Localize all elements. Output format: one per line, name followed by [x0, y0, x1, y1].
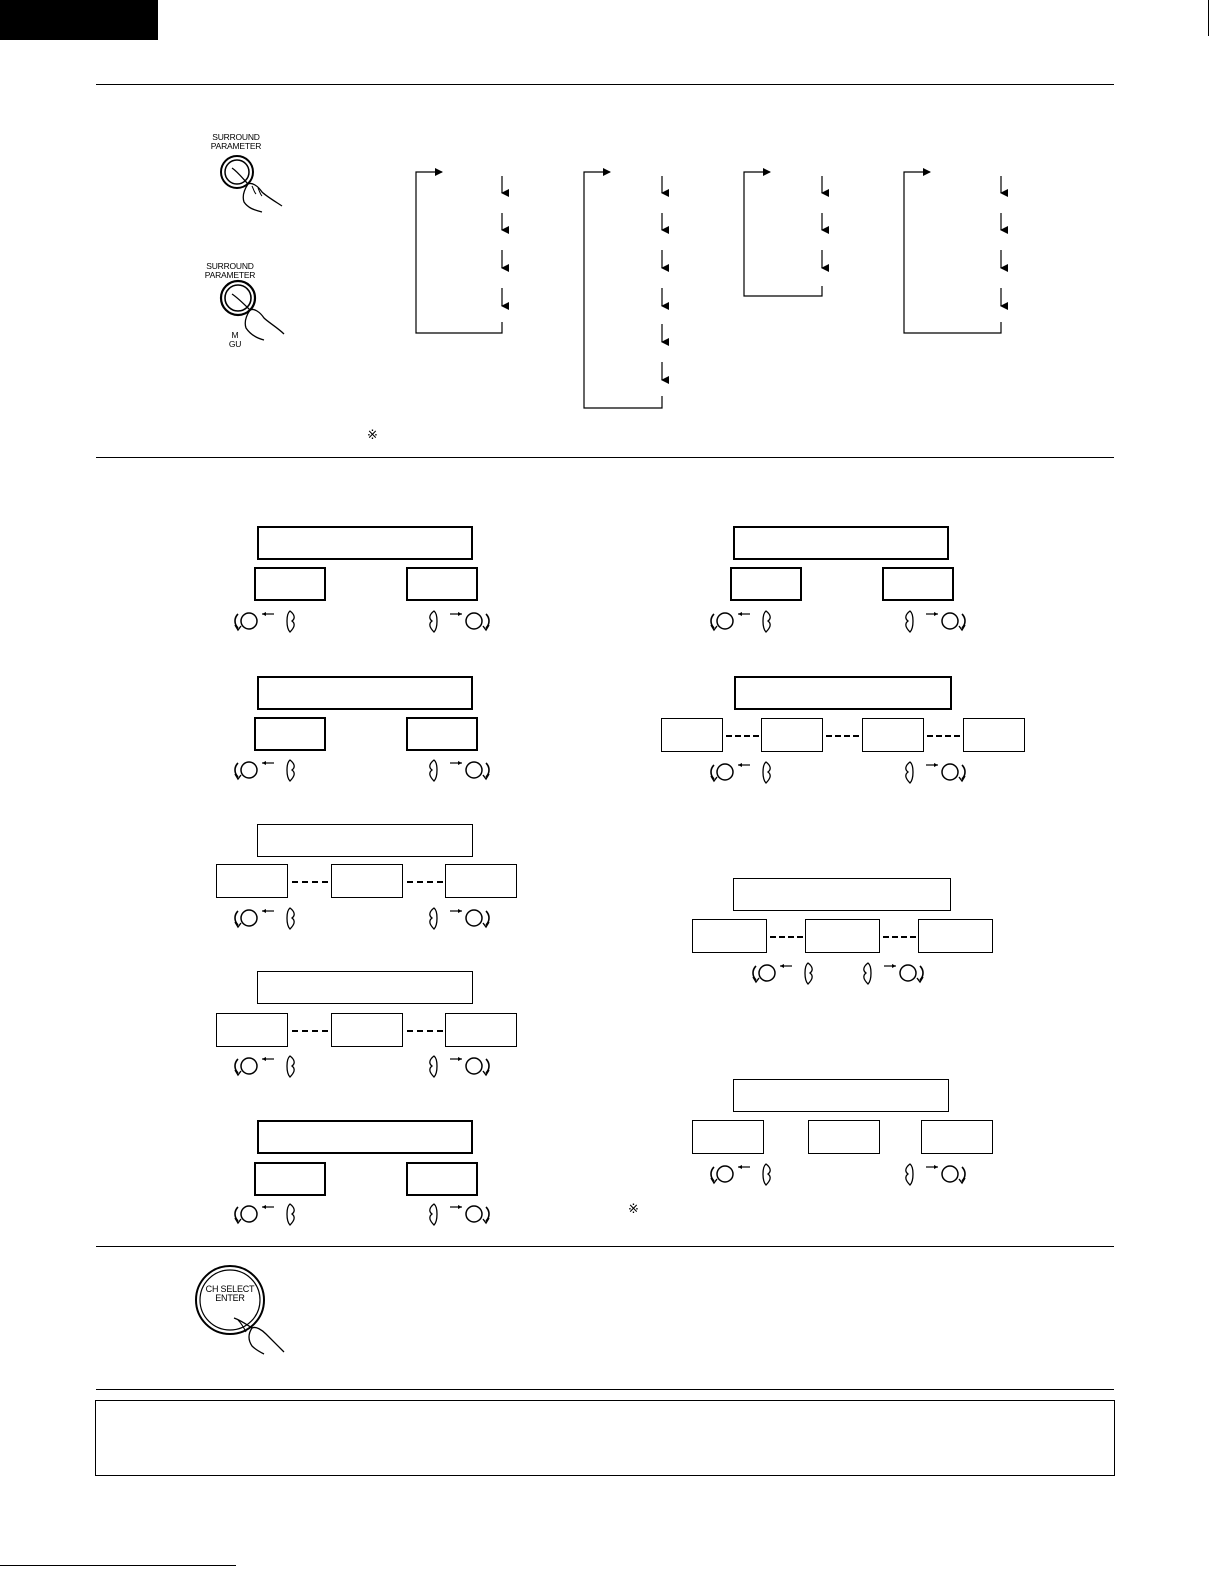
button-label-line1: SURROUND	[206, 261, 254, 271]
value-connector	[407, 1030, 443, 1032]
value-box-left	[692, 1120, 764, 1154]
value-box-left	[254, 717, 326, 751]
value-connector	[927, 735, 960, 737]
counterclockwise-dial-icon	[234, 905, 304, 929]
footer-line	[0, 1565, 236, 1566]
value-box-left	[216, 864, 288, 898]
value-connector	[826, 735, 859, 737]
reference-mark: ※	[628, 1201, 639, 1216]
counterclockwise-dial-icon	[234, 757, 304, 781]
button-label-line1: SURROUND	[212, 132, 260, 142]
counterclockwise-dial-icon	[234, 1053, 304, 1077]
button-label-line2: PARAMETER	[210, 141, 262, 151]
value-box-right	[406, 567, 478, 601]
value-box-left	[254, 1162, 326, 1196]
value-box-right	[882, 567, 954, 601]
parameter-display	[733, 526, 949, 560]
parameter-cycle-diagram-1	[0, 0, 1225, 460]
clockwise-dial-icon	[424, 1053, 494, 1077]
value-box-center	[331, 1013, 403, 1047]
clockwise-dial-icon	[424, 757, 494, 781]
value-connector	[292, 881, 328, 883]
value-box-4	[963, 718, 1025, 752]
counterclockwise-dial-icon	[710, 759, 780, 783]
clockwise-dial-icon	[900, 608, 970, 632]
value-box-center	[805, 919, 880, 953]
parameter-display	[257, 824, 473, 857]
value-box-left	[692, 919, 767, 953]
clockwise-dial-icon	[424, 608, 494, 632]
value-box-left	[730, 567, 802, 601]
value-connector	[770, 936, 803, 938]
value-box-right	[445, 1013, 517, 1047]
value-box-1	[661, 718, 723, 752]
value-box-left	[254, 567, 326, 601]
button-sub-label: M	[231, 330, 239, 340]
counterclockwise-dial-icon	[752, 960, 822, 984]
counterclockwise-dial-icon	[710, 608, 780, 632]
value-box-right	[445, 864, 517, 898]
button-label-line2: PARAMETER	[204, 270, 256, 280]
section-divider	[96, 1246, 1114, 1247]
parameter-display	[257, 676, 473, 710]
counterclockwise-dial-icon	[234, 1201, 304, 1225]
value-box-right	[918, 919, 993, 953]
hand-pressing-button-icon	[190, 1262, 290, 1358]
parameter-display	[257, 1120, 473, 1154]
value-box-right	[406, 717, 478, 751]
value-box-right	[406, 1162, 478, 1196]
parameter-display	[733, 1079, 949, 1112]
value-box-left	[216, 1013, 288, 1047]
value-connector	[407, 881, 443, 883]
value-box-center	[331, 864, 403, 898]
note-box	[95, 1400, 1115, 1476]
value-box-3	[862, 718, 924, 752]
clockwise-dial-icon	[858, 960, 928, 984]
parameter-display	[734, 676, 952, 710]
reference-mark: ※	[367, 427, 378, 442]
value-box-center	[808, 1120, 880, 1154]
value-connector	[883, 936, 916, 938]
value-connector	[726, 735, 759, 737]
value-box-right	[921, 1120, 993, 1154]
counterclockwise-dial-icon	[234, 608, 304, 632]
parameter-display	[257, 526, 473, 560]
clockwise-dial-icon	[900, 759, 970, 783]
parameter-display	[733, 878, 951, 911]
button-label-line2: ENTER	[215, 1293, 245, 1303]
value-connector	[292, 1030, 328, 1032]
clockwise-dial-icon	[424, 1201, 494, 1225]
button-sub-label: GU	[228, 339, 242, 349]
counterclockwise-dial-icon	[710, 1161, 780, 1185]
section-divider	[96, 1389, 1114, 1390]
clockwise-dial-icon	[424, 905, 494, 929]
parameter-display	[257, 971, 473, 1004]
value-box-2	[761, 718, 823, 752]
clockwise-dial-icon	[900, 1161, 970, 1185]
button-label-line1: CH SELECT	[205, 1284, 255, 1294]
